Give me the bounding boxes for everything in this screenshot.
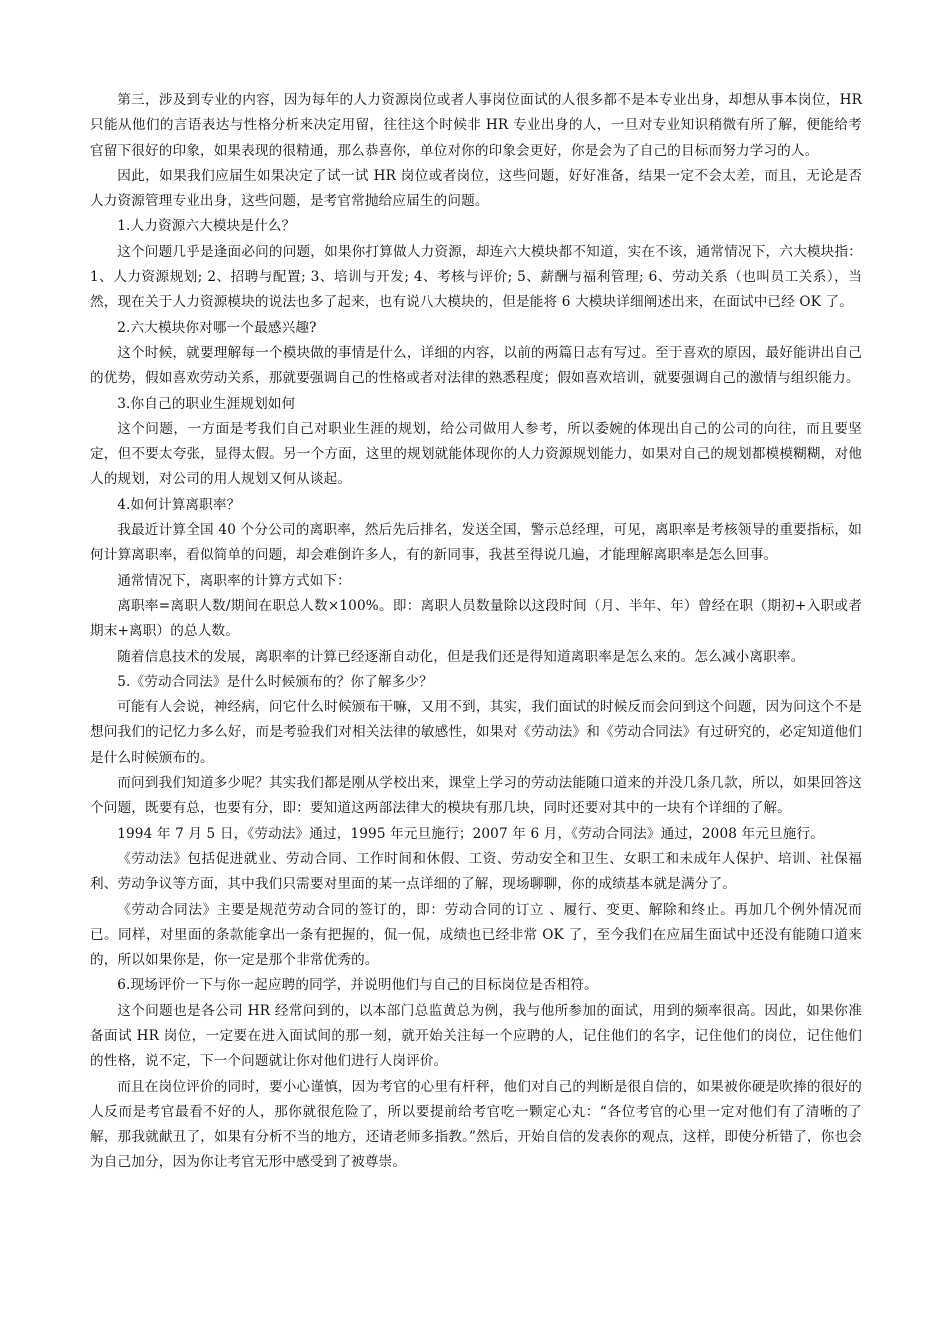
paragraph: 《劳动合同法》主要是规范劳动合同的签订的，即：劳动合同的订立 、履行、变更、解除和终止。再加几个例外情况而已。同样，对里面的条款能拿出一条有把握的，侃一侃，成绩也已经非常 OK 了，至今我们在应届生面试中还没有能随口道来的，所以如果你是，你一定是那个非常优秀的。 (90, 901, 862, 969)
document-body (90, 88, 862, 1176)
paragraph: 因此，如果我们应届生如果决定了试一试 HR 岗位或者岗位，这些问题，好好准备，结果一定不会太差，而且，无论是否人力资源管理专业出身，这些问题，是考官常抛给应届生的问题。 (90, 167, 862, 210)
section-heading: 4.如何计算离职率？ (117, 496, 241, 513)
section-heading: 2.六大模块你对哪一个最感兴趣? (117, 319, 317, 336)
paragraph: 而且在岗位评价的同时，要小心谨慎，因为考官的心里有杆秤，他们对自己的判断是很自信的，如果被你硬是吹捧的很好的人反而是考官最看不好的人，那你就很危险了，所以要提前给考官吃一颗定心丸：“各位考官的心里一定对他们有了清晰的了解，那我就献丑了，如果有分析不当的地方，还请老师多指教。”然后，开始自信的发表你的观点，这样，即使分析错了，你也会为自己加分，因为你让考官无形中感受到了被尊崇。 (90, 1078, 862, 1171)
paragraph: 随着信息技术的发展，离职率的计算已经逐渐自动化，但是我们还是得知道离职率是怎么来的。怎么减小离职率。 (117, 648, 805, 665)
paragraph: 这个问题几乎是逢面必问的问题，如果你打算做人力资源，却连六大模块都不知道，实在不该，通常情况下，六大模块指：1、人力资源规划; 2、招聘与配置; 3、培训与开发; 4、考核与评价; 5、薪酬与福利管理; 6、劳动关系（也叫员工关系），当然，现在关于人力资源模块的说法也多了起来，也有说八大模块的，但是能将 6 大模块详细阐述出来，在面试中已经 OK 了。 (90, 243, 862, 311)
paragraph: 通常情况下，离职率的计算方式如下： (117, 572, 351, 589)
paragraph: 1994 年 7 月 5 日，《劳动法》通过，1995 年元旦施行；2007 年 6 月，《劳动合同法》通过，2008 年元旦施行。 (117, 825, 824, 842)
section-heading: 3.你自己的职业生涯规划如何 (117, 395, 296, 412)
paragraph: 而问到我们知道多少呢？其实我们都是刚从学校出来，课堂上学习的劳动法能随口道来的并没几条几款，所以，如果回答这个问题，既要有总，也要有分，即：要知道这两部法律大的模块有那几块，同时还要对其中的一块有个详细的了解。 (90, 775, 862, 817)
paragraph: 《劳动法》包括促进就业、劳动合同、工作时间和休假、工资、劳动安全和卫生、女职工和未成年人保护、培训、社保福利、劳动争议等方面，其中我们只需要对里面的某一点详细的了解，现场聊聊，你的成绩基本就是满分了。 (90, 850, 862, 893)
section-heading: 1.人力资源六大模块是什么？ (117, 218, 296, 235)
paragraph: 这个时候，就要理解每一个模块做的事情是什么，详细的内容，以前的两篇日志有写过。至于喜欢的原因，最好能讲出自己的优势，假如喜欢劳动关系，那就要强调自己的性格或者对法律的熟悉程度；假如喜欢培训，就要强调自己的激情与组织能力。 (90, 344, 862, 387)
paragraph: 第三，涉及到专业的内容，因为每年的人力资源岗位或者人事岗位面试的人很多都不是本专业出身，却想从事本岗位，HR 只能从他们的言语表达与性格分析来决定用留，往往这个时候非 HR 专业出身的人，一旦对专业知识稍微有所了解，便能给考官留下很好的印象，如果表现的很精通，那么恭喜你，单位对你的印象会更好，你是会为了自己的目标而努力学习的人。 (90, 92, 862, 159)
paragraph: 这个问题也是各公司 HR 经常问到的，以本部门总监黄总为例，我与他所参加的面试，用到的频率很高。因此，如果你准备面试 HR 岗位，一定要在进入面试间的那一刻，就开始关注每一个应聘的人，记住他们的名字，记住他们的岗位，记住他们的性格，说不定，下一个问题就让你对他们进行人岗评价。 (90, 1002, 862, 1070)
formula-paragraph: 离职率=离职人数/期间在职总人数×100%。即：离职人员数量除以这段时间（月、半年、年）曾经在职（期初+入职或者期末+离职）的总人数。 (90, 597, 862, 640)
paragraph: 我最近计算全国 40 个分公司的离职率，然后先后排名，发送全国，警示总经理，可见，离职率是考核领导的重要指标，如何计算离职率，看似简单的问题，却会难倒许多人，有的新同事，我甚至得说几遍，才能理解离职率是怎么回事。 (90, 522, 862, 564)
paragraph: 这个问题，一方面是考我们自己对职业生涯的规划，给公司做用人参考，所以委婉的体现出自己的公司的向往，而且要坚定，但不要太夸张，显得太假。另一个方面，这里的规划就能体现你的人力资源规划能力，如果对自己的规划都模模糊糊，对他人的规划，对公司的用人规划又何从谈起。 (90, 420, 862, 488)
section-heading: 5.《劳动合同法》是什么时候颁布的？你了解多少？ (117, 673, 433, 690)
section-heading: 6.现场评价一下与你一起应聘的同学，并说明他们与自己的目标岗位是否相符。 (117, 977, 598, 994)
paragraph: 可能有人会说，神经病，问它什么时候颁布干嘛，又用不到，其实，我们面试的时候反而会问到这个问题，因为问这个不是想问我们的记忆力多么好，而是考验我们对相关法律的敏感性，如果对《劳动法》和《劳动合同法》有过研究的，必定知道他们是什么时候颁布的。 (90, 699, 862, 766)
